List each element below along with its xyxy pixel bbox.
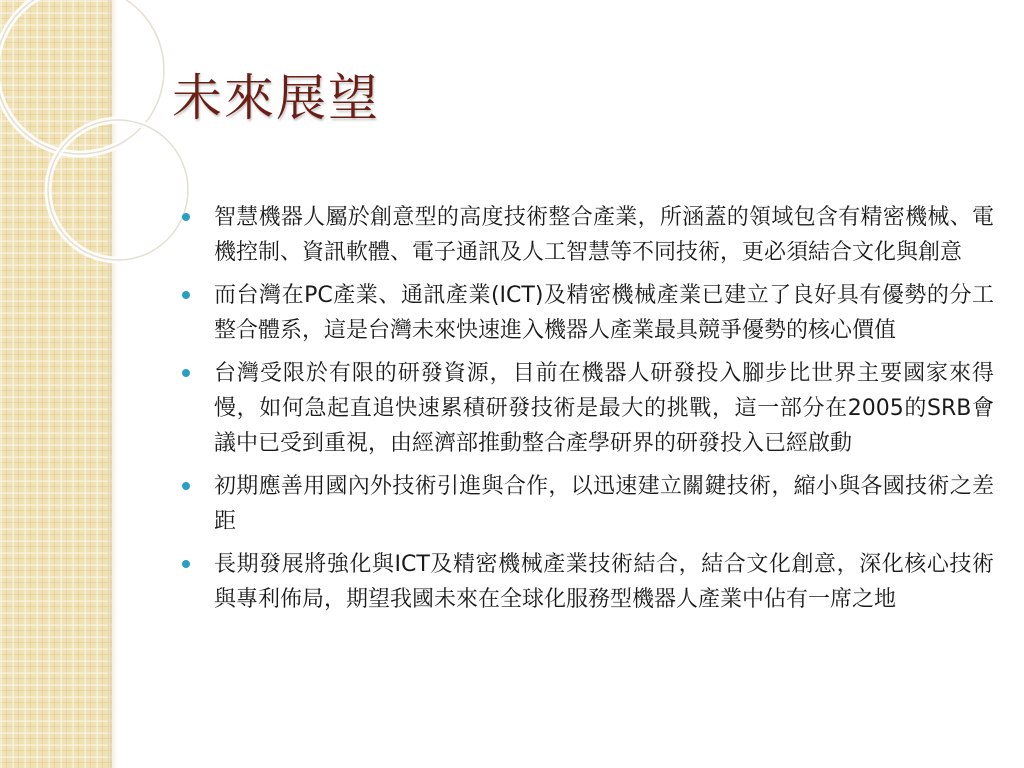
bullet-item [180, 278, 994, 348]
bullet-list [180, 200, 994, 625]
bullet-dot-icon [182, 482, 190, 490]
ring-decoration-icon [0, 0, 200, 330]
bullet-dot-icon [182, 213, 190, 221]
bullet-item [180, 200, 994, 270]
bullet-dot-icon [182, 369, 190, 377]
bullet-text: 長期發展將強化與ICT及精密機械產業技術結合，結合文化創意，深化核心技術與專利佈局，期望我國未來在全球化服務型機器人產業中佔有一席之地 [214, 552, 994, 612]
slide-title: 未來展望 [172, 69, 380, 127]
bullet-dot-icon [182, 560, 190, 568]
bullet-item [180, 356, 994, 461]
bullet-item [180, 469, 994, 539]
bullet-text: 初期應善用國內外技術引進與合作，以迅速建立關鍵技術，縮小與各國技術之差距 [214, 474, 994, 534]
bullet-dot-icon [182, 291, 190, 299]
bullet-text: 台灣受限於有限的研發資源，目前在機器人研發投入腳步比世界主要國家來得慢，如何急起直追快速累積研發技術是最大的挑戰，這一部分在2005的SRB會議中已受到重視，由經濟部推動整合產學研界的研發投入已經啟動 [214, 361, 994, 456]
bullet-text: 而台灣在PC產業、通訊產業(ICT)及精密機械產業已建立了良好具有優勢的分工整合體系，這是台灣未來快速進入機器人產業最具競爭優勢的核心價值 [214, 283, 994, 343]
bullet-text: 智慧機器人屬於創意型的高度技術整合產業，所涵蓋的領域包含有精密機械、電機控制、資訊軟體、電子通訊及人工智慧等不同技術，更必須結合文化與創意 [214, 205, 994, 265]
bullet-item [180, 547, 994, 617]
